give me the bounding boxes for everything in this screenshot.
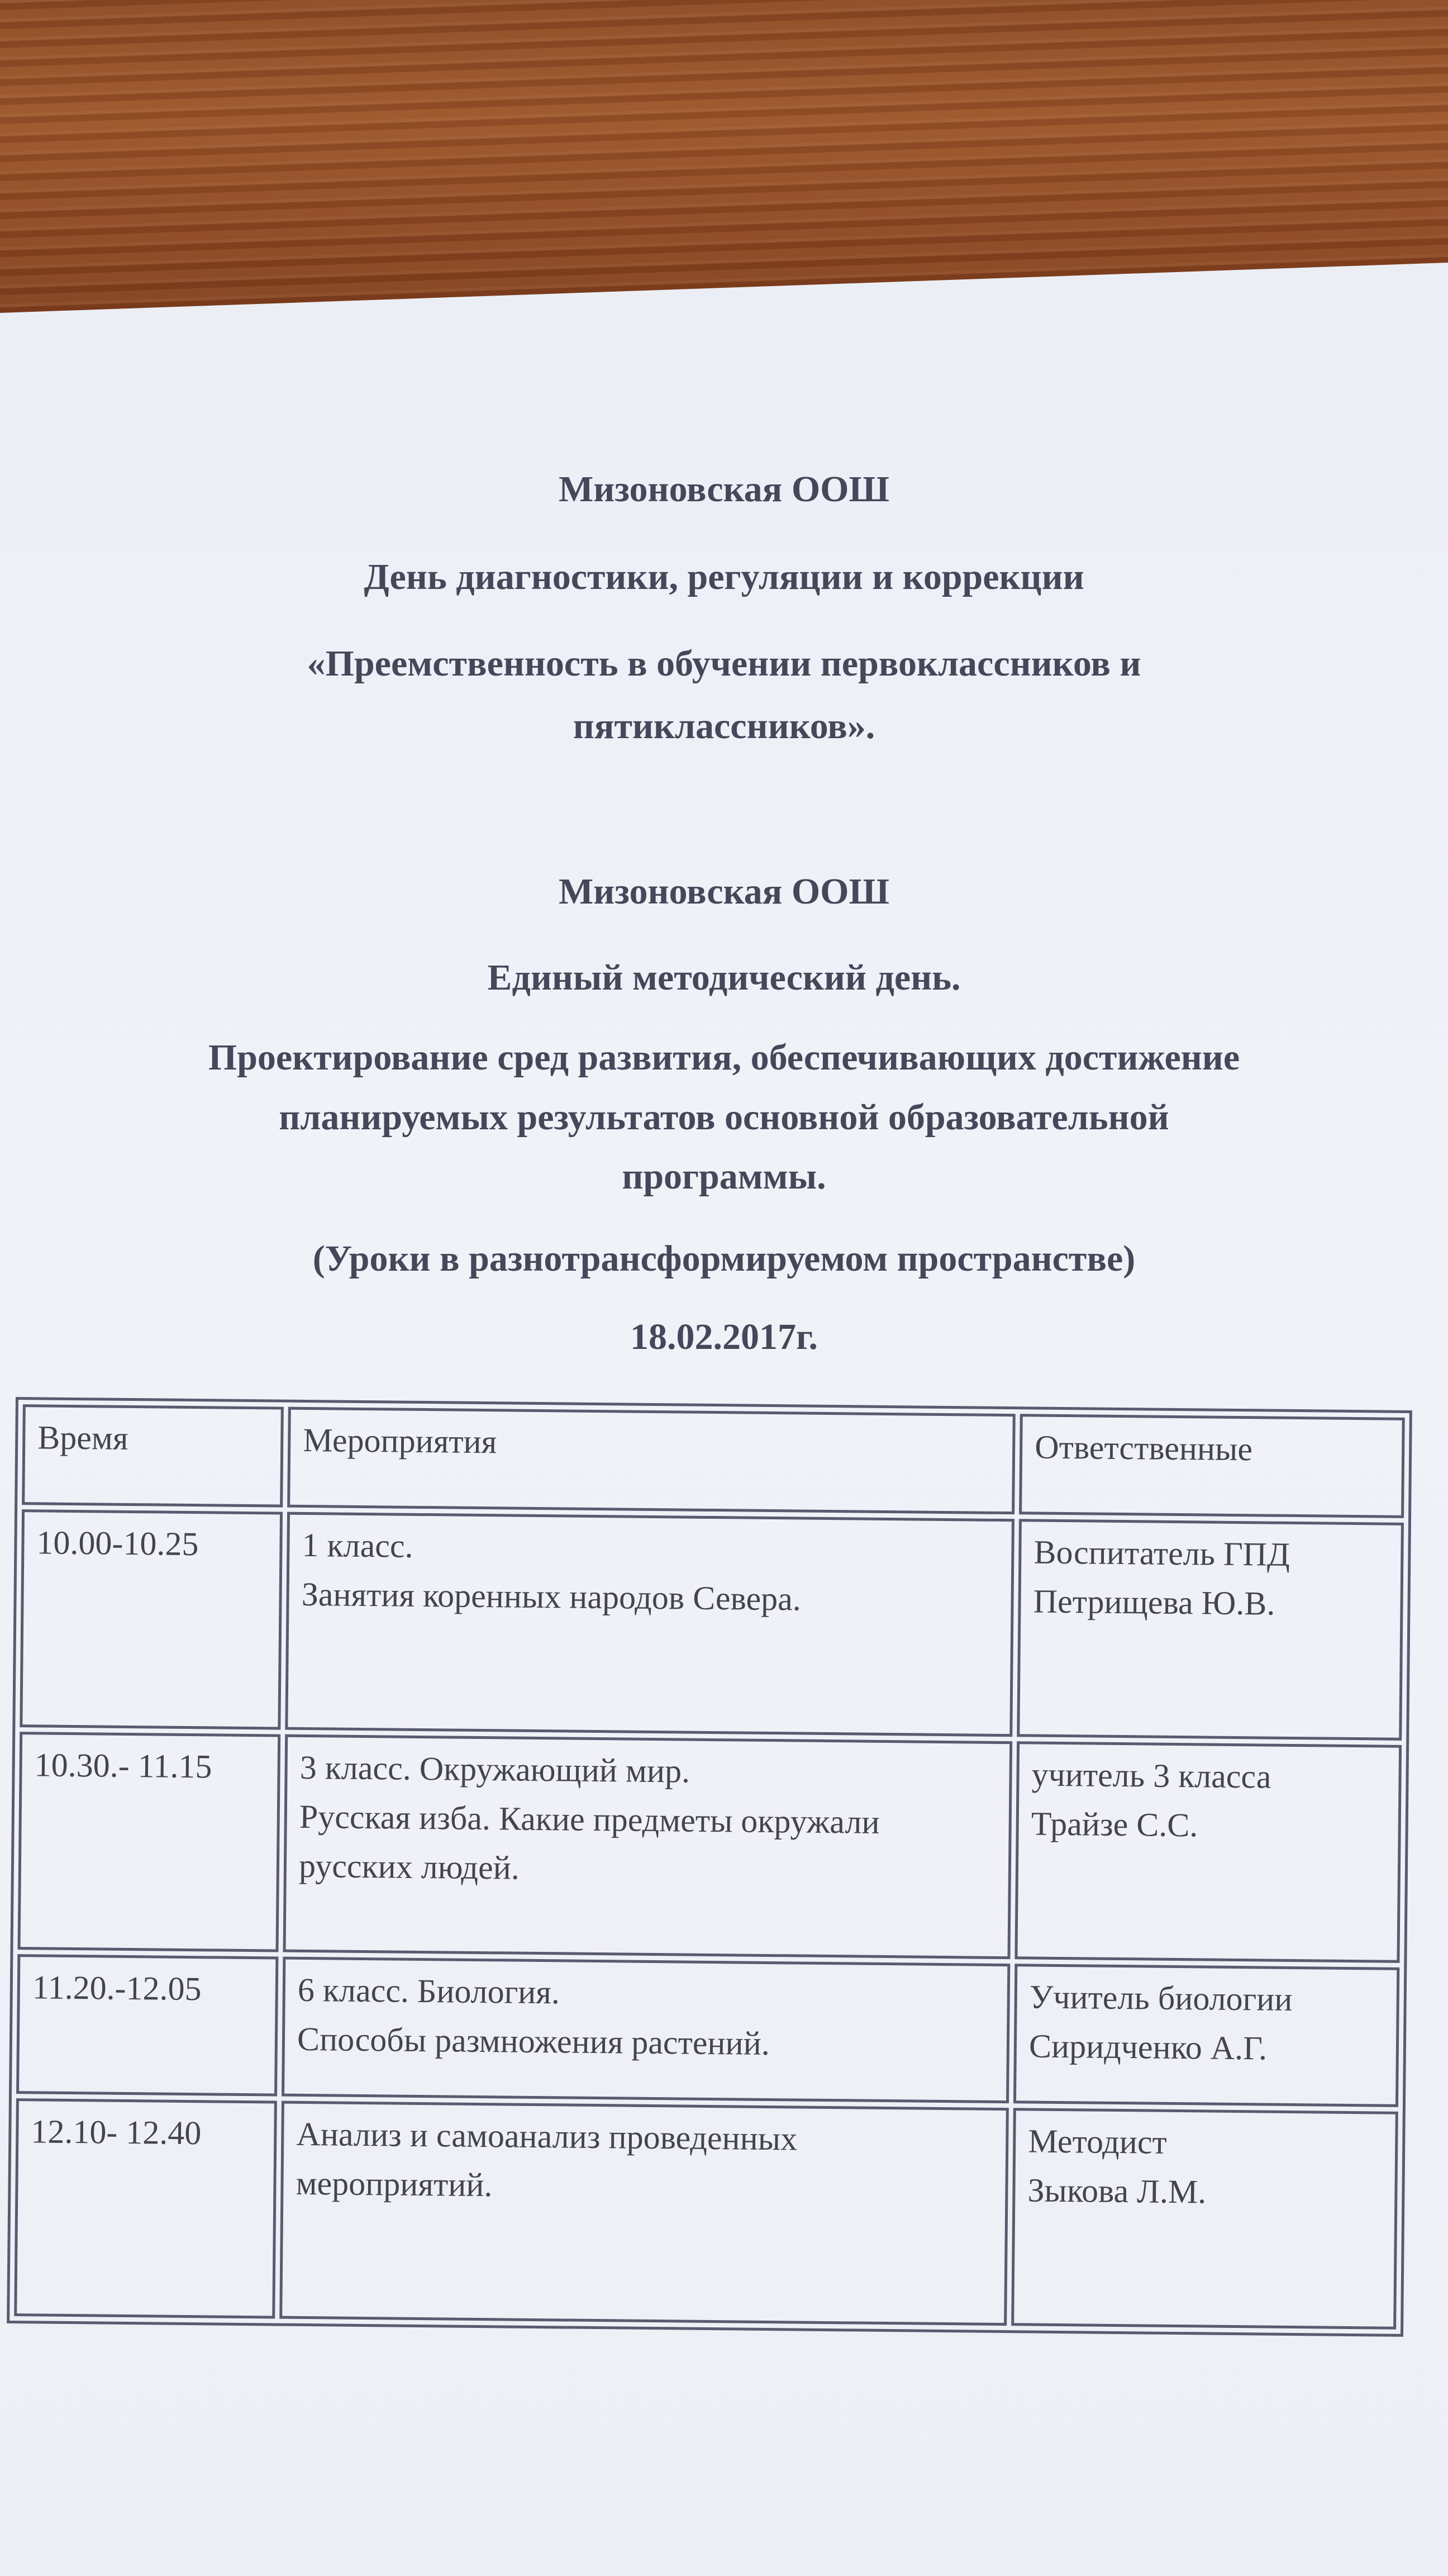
responsible-role: Воспитатель ГПД xyxy=(1033,1533,1290,1573)
lessons-subheading: (Уроки в разнотрансформируемом пространстве) xyxy=(312,1238,1136,1279)
event-text: 6 класс. Биология. xyxy=(297,1971,560,2011)
method-day-heading: Единый методический день. xyxy=(487,957,961,998)
responsible-name: Зыкова Л.М. xyxy=(1027,2171,1207,2211)
time-cell: 10.00-10.25 xyxy=(20,1509,283,1729)
responsible-role: учитель 3 класса xyxy=(1031,1756,1271,1795)
table-row xyxy=(16,1954,1399,2107)
time-cell: 11.20.-12.05 xyxy=(16,1954,279,2096)
responsible-role: Учитель биологии xyxy=(1029,1978,1293,2018)
table-row xyxy=(14,2098,1398,2330)
event-cell xyxy=(285,1512,1014,1737)
event-text: Анализ и самоанализ проведенных xyxy=(296,2115,798,2157)
table-header-row xyxy=(22,1404,1405,1518)
responsible-cell xyxy=(1015,1741,1402,1963)
responsible-name: Сиридченко А.Г. xyxy=(1028,2027,1268,2067)
header-responsible: Ответственные xyxy=(1019,1414,1405,1518)
event-text: Способы размножения растений. xyxy=(297,2020,770,2062)
project-heading-line1: Проектирование сред развития, обеспечивающих достижение xyxy=(208,1037,1240,1078)
responsible-role: Методист xyxy=(1028,2122,1168,2161)
event-cell xyxy=(282,1957,1010,2103)
project-heading-line3: программы. xyxy=(622,1156,826,1197)
event-text: 1 класс. xyxy=(302,1526,413,1565)
responsible-cell xyxy=(1011,2108,1398,2330)
event-text: Русская изба. Какие предметы окружали xyxy=(299,1798,880,1841)
event-text: мероприятий. xyxy=(296,2164,493,2204)
event-cell xyxy=(279,2101,1009,2326)
time-cell: 12.10- 12.40 xyxy=(14,2098,277,2318)
school-name-heading-2: Мизоновская ООШ xyxy=(559,871,889,912)
event-text: 3 класс. Окружающий мир. xyxy=(299,1748,690,1790)
responsible-cell xyxy=(1013,1964,1399,2107)
topic-heading-line1: «Преемственность в обучении первоклассников и xyxy=(307,643,1141,684)
topic-heading-line2: пятиклассников». xyxy=(573,706,875,747)
event-text: Занятия коренных народов Севера. xyxy=(301,1575,802,1618)
responsible-name: Трайзе С.С. xyxy=(1031,1805,1198,1844)
event-cell xyxy=(283,1734,1013,1959)
event-day-heading: День диагностики, регуляции и коррекции xyxy=(364,557,1084,597)
header-events: Мероприятия xyxy=(287,1407,1016,1514)
school-name-heading: Мизоновская ООШ xyxy=(559,469,889,510)
time-cell: 10.30.- 11.15 xyxy=(18,1732,281,1952)
table-row xyxy=(18,1732,1402,1963)
schedule-table xyxy=(7,1397,1412,2337)
project-heading-line2: планируемых результатов основной образовательной xyxy=(279,1097,1169,1138)
responsible-cell xyxy=(1017,1519,1404,1741)
header-time: Время xyxy=(22,1404,284,1507)
table-row xyxy=(20,1509,1404,1741)
responsible-name: Петрищева Ю.В. xyxy=(1033,1582,1275,1622)
event-text: русских людей. xyxy=(298,1847,520,1886)
document-date: 18.02.2017г. xyxy=(630,1316,818,1357)
